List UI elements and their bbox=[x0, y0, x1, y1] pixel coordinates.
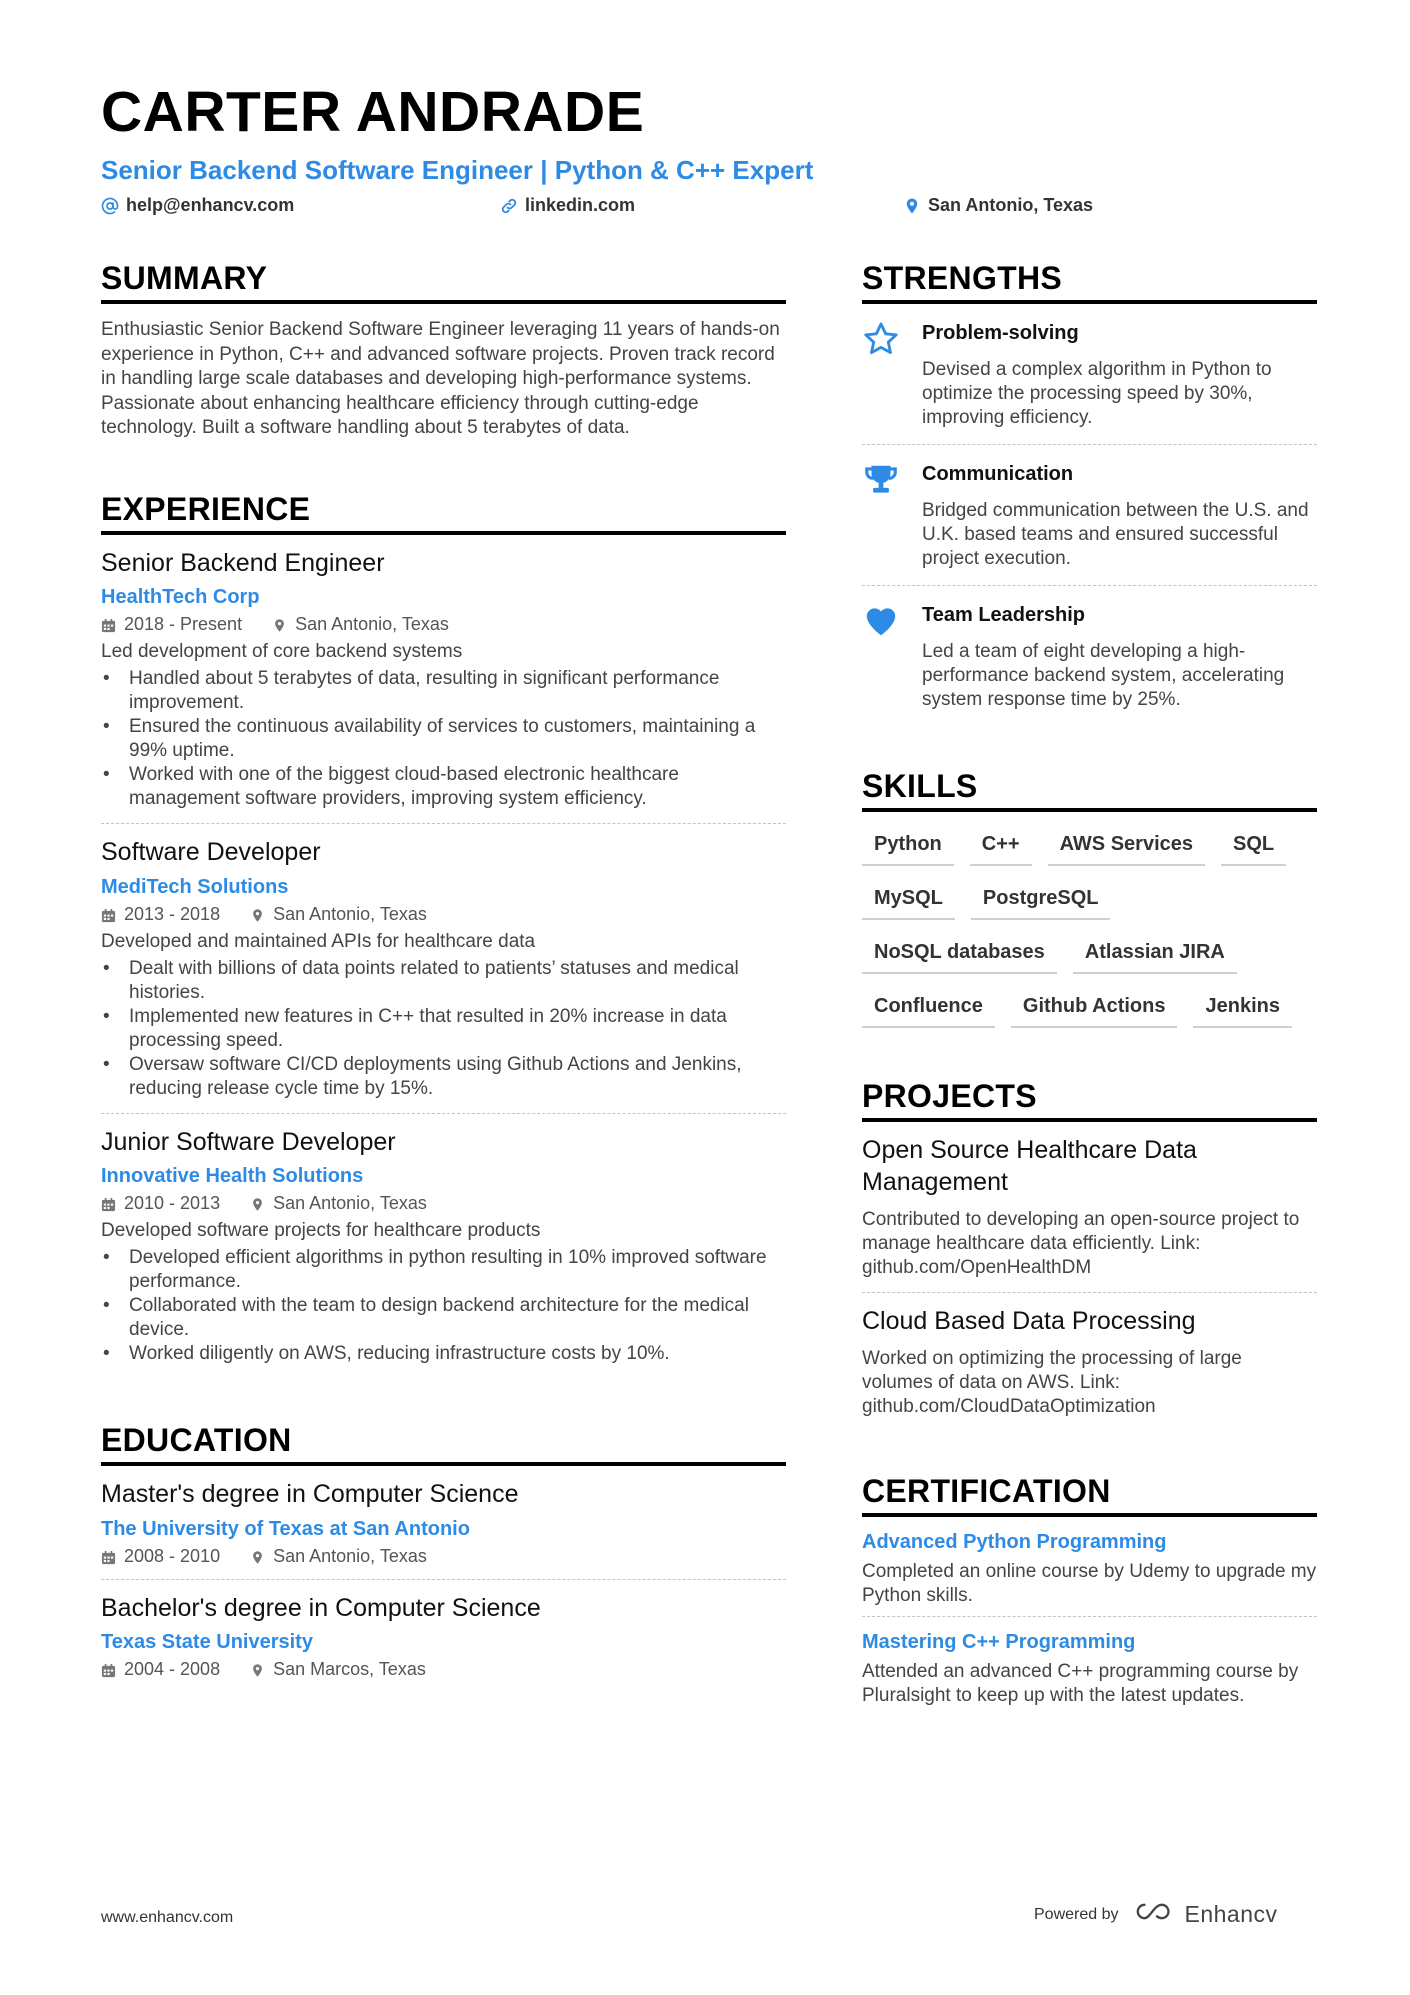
skill-tag: Github Actions bbox=[1011, 994, 1178, 1028]
strength-body bbox=[922, 320, 1317, 430]
job-title: Junior Software Developer bbox=[101, 1127, 396, 1156]
skill-tag: AWS Services bbox=[1048, 832, 1205, 866]
education-section bbox=[101, 1420, 786, 1692]
bullet-item: • Dealt with billions of data points related to patients’ statuses and medical histories. bbox=[101, 957, 786, 1005]
job-description: Led development of core backend systems bbox=[101, 641, 463, 662]
education-location-text: San Marcos, Texas bbox=[273, 1659, 426, 1679]
strength-title: Communication bbox=[922, 463, 1074, 485]
trophy-icon bbox=[862, 461, 922, 571]
star-icon bbox=[862, 320, 922, 430]
certification-section bbox=[862, 1471, 1317, 1716]
company-name: MediTech Solutions bbox=[101, 875, 289, 898]
skill-tag: Python bbox=[862, 832, 954, 866]
contact-linkedin[interactable] bbox=[500, 195, 635, 216]
candidate-headline: Senior Backend Software Engineer | Python & C++ Expert bbox=[101, 155, 814, 185]
calendar-icon bbox=[101, 617, 116, 632]
certification-description: Completed an online course by Udemy to upgrade my Python skills. bbox=[862, 1561, 1317, 1606]
strength-description: Bridged communication between the U.S. and U.K. based teams and ensured successful project execution. bbox=[922, 500, 1309, 569]
map-pin-icon bbox=[272, 617, 287, 632]
certification-title: Mastering C++ Programming bbox=[862, 1631, 1136, 1653]
skills-section bbox=[862, 766, 1317, 1028]
job-bullets bbox=[101, 667, 786, 811]
project-item bbox=[862, 1122, 1317, 1293]
certification-heading: CERTIFICATION bbox=[862, 1471, 1317, 1517]
education-location-text: San Antonio, Texas bbox=[273, 1545, 427, 1566]
education-meta bbox=[101, 1546, 786, 1567]
experience-section bbox=[101, 489, 786, 1379]
job-location bbox=[272, 614, 449, 635]
linkedin-text: linkedin.com bbox=[525, 195, 636, 215]
degree-title: Master's degree in Computer Science bbox=[101, 1480, 519, 1508]
education-location bbox=[250, 1546, 427, 1567]
bullet-item: • Worked with one of the biggest cloud-based electronic healthcare management software providers, improving system efficiency. bbox=[101, 763, 786, 811]
experience-heading: EXPERIENCE bbox=[101, 489, 786, 535]
map-pin-icon bbox=[903, 197, 921, 215]
bullet-item: • Collaborated with the team to design backend architecture for the medical device. bbox=[101, 1294, 786, 1342]
footer-branding bbox=[1034, 1900, 1278, 1929]
school-name: Texas State University bbox=[101, 1631, 313, 1653]
skill-tag: SQL bbox=[1221, 832, 1286, 866]
strengths-section bbox=[862, 258, 1317, 726]
footer-website[interactable]: www.enhancv.com bbox=[101, 1909, 234, 1926]
job-description: Developed and maintained APIs for healthcare data bbox=[101, 930, 536, 952]
job-dates: 2010 - 2013 bbox=[124, 1193, 221, 1213]
location-text: San Antonio, Texas bbox=[928, 195, 1094, 215]
job-title: Senior Backend Engineer bbox=[101, 548, 385, 577]
job-dates: 2018 - Present bbox=[124, 614, 243, 634]
project-description: Contributed to developing an open-source project to manage healthcare data efficiently. Link: github.com/OpenHealthDM bbox=[862, 1209, 1300, 1278]
right-column bbox=[862, 258, 1317, 1716]
skill-tag: Jenkins bbox=[1193, 994, 1291, 1028]
strength-item bbox=[862, 304, 1317, 445]
calendar-icon bbox=[101, 907, 116, 922]
strength-description: Led a team of eight developing a high-performance backend system, accelerating system response time by 25%. bbox=[922, 641, 1285, 710]
company-name: HealthTech Corp bbox=[101, 586, 260, 608]
skill-tag: PostgreSQL bbox=[971, 886, 1111, 920]
job-location-text: San Antonio, Texas bbox=[273, 1193, 427, 1213]
strength-title: Problem-solving bbox=[922, 322, 1079, 344]
strength-body bbox=[922, 461, 1317, 571]
heart-icon bbox=[862, 602, 922, 712]
calendar-icon bbox=[101, 1549, 116, 1564]
projects-heading: PROJECTS bbox=[862, 1076, 1317, 1122]
job-location bbox=[250, 904, 427, 925]
education-entry bbox=[101, 1580, 786, 1693]
link-icon bbox=[500, 197, 518, 215]
strength-body bbox=[922, 602, 1317, 712]
project-title: Cloud Based Data Processing bbox=[862, 1307, 1196, 1335]
map-pin-icon bbox=[250, 907, 265, 922]
bullet-item: • Implemented new features in C++ that resulted in 20% increase in data processing speed. bbox=[101, 1005, 786, 1053]
school-name: The University of Texas at San Antonio bbox=[101, 1517, 470, 1540]
project-description: Worked on optimizing the processing of large volumes of data on AWS. Link: github.com/CloudDataOptimization bbox=[862, 1348, 1242, 1417]
bullet-item: • Developed efficient algorithms in python resulting in 10% improved software performance. bbox=[101, 1246, 786, 1294]
skill-tag: Confluence bbox=[862, 994, 995, 1028]
candidate-name: CARTER ANDRADE bbox=[101, 80, 645, 144]
brand-name: Enhancv bbox=[1184, 1901, 1278, 1927]
certification-title: Advanced Python Programming bbox=[862, 1531, 1167, 1553]
degree-title: Bachelor's degree in Computer Science bbox=[101, 1593, 541, 1622]
job-bullets bbox=[101, 957, 786, 1101]
left-column bbox=[101, 258, 786, 1692]
skill-tag: NoSQL databases bbox=[862, 940, 1057, 974]
job-description: Developed software projects for healthcare products bbox=[101, 1220, 541, 1241]
skill-tag: C++ bbox=[970, 832, 1032, 866]
summary-section bbox=[101, 258, 786, 441]
job-location bbox=[250, 1193, 427, 1214]
bullet-item: • Worked diligently on AWS, reducing infrastructure costs by 10%. bbox=[101, 1342, 786, 1366]
strengths-heading: STRENGTHS bbox=[862, 258, 1317, 304]
map-pin-icon bbox=[250, 1662, 265, 1677]
certification-item bbox=[862, 1517, 1317, 1617]
infinity-logo-icon bbox=[1133, 1900, 1179, 1929]
skills-heading: SKILLS bbox=[862, 766, 1317, 812]
project-item bbox=[862, 1293, 1317, 1431]
education-location bbox=[250, 1659, 426, 1680]
education-meta bbox=[101, 1659, 786, 1680]
contact-email[interactable] bbox=[101, 195, 294, 216]
strength-item bbox=[862, 586, 1317, 726]
projects-section bbox=[862, 1076, 1317, 1431]
strength-title: Team Leadership bbox=[922, 604, 1086, 626]
certification-item bbox=[862, 1617, 1317, 1716]
at-icon bbox=[101, 197, 119, 215]
skill-tag: MySQL bbox=[862, 886, 955, 920]
project-title: Open Source Healthcare Data Management bbox=[862, 1136, 1197, 1196]
job-title: Software Developer bbox=[101, 838, 321, 866]
education-heading: EDUCATION bbox=[101, 1420, 786, 1466]
job-meta bbox=[101, 614, 786, 635]
calendar-icon bbox=[101, 1662, 116, 1677]
bullet-item: • Oversaw software CI/CD deployments using Github Actions and Jenkins, reducing release cycle time by 15%. bbox=[101, 1053, 786, 1101]
strength-description: Devised a complex algorithm in Python to optimize the processing speed by 30%, improving efficiency. bbox=[922, 359, 1272, 428]
skill-tag: Atlassian JIRA bbox=[1073, 940, 1237, 974]
certification-description: Attended an advanced C++ programming course by Pluralsight to keep up with the latest updates. bbox=[862, 1661, 1299, 1706]
map-pin-icon bbox=[250, 1549, 265, 1564]
education-dates: 2004 - 2008 bbox=[124, 1659, 221, 1679]
contact-location bbox=[903, 195, 1093, 216]
brand-logo[interactable] bbox=[1133, 1900, 1278, 1929]
company-name: Innovative Health Solutions bbox=[101, 1165, 364, 1187]
map-pin-icon bbox=[250, 1196, 265, 1211]
skills-list bbox=[862, 832, 1317, 1028]
experience-entry bbox=[101, 535, 786, 825]
job-location-text: San Antonio, Texas bbox=[295, 614, 449, 634]
email-text: help@enhancv.com bbox=[126, 195, 295, 215]
powered-by-label: Powered by bbox=[1034, 1905, 1119, 1923]
bullet-item: • Ensured the continuous availability of services to customers, maintaining a 99% uptime. bbox=[101, 715, 786, 763]
job-meta bbox=[101, 1193, 786, 1214]
summary-heading: SUMMARY bbox=[101, 258, 786, 304]
summary-text: Enthusiastic Senior Backend Software Engineer leveraging 11 years of hands-on experience in Python, C++ and advanced software projects. Proven track record in handling large scale databases and developing high-performance systems. Passionate about enhancing healthcare efficiency through cutting-edge technology. Built a software handling about 5 terabytes of data. bbox=[101, 319, 780, 438]
experience-entry bbox=[101, 1114, 786, 1379]
experience-entry bbox=[101, 824, 786, 1114]
education-dates: 2008 - 2010 bbox=[124, 1545, 221, 1566]
job-meta bbox=[101, 904, 786, 925]
education-entry bbox=[101, 1466, 786, 1580]
job-location-text: San Antonio, Texas bbox=[273, 903, 427, 924]
bullet-item: • Handled about 5 terabytes of data, resulting in significant performance improvement. bbox=[101, 667, 786, 715]
calendar-icon bbox=[101, 1196, 116, 1211]
strength-item bbox=[862, 445, 1317, 586]
job-bullets bbox=[101, 1246, 786, 1366]
job-dates: 2013 - 2018 bbox=[124, 903, 221, 924]
